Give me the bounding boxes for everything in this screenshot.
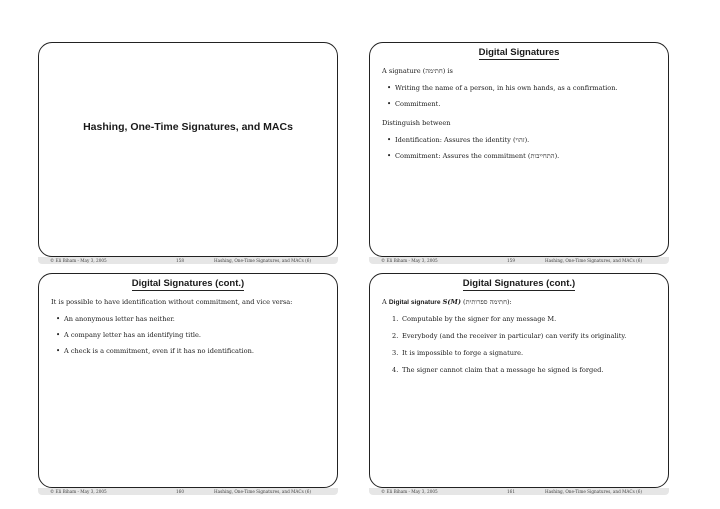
footer-page: 158 <box>176 258 184 263</box>
footer-author: © Eli Biham - May 3, 2005 <box>381 489 438 494</box>
slide-digital-signatures <box>369 42 669 263</box>
distinguish-text: Distinguish between <box>382 119 451 127</box>
footer-author: © Eli Biham - May 3, 2005 <box>381 258 438 263</box>
slide-body <box>51 298 327 366</box>
footer-page: 161 <box>507 489 515 494</box>
bullet-list <box>382 84 658 109</box>
bullet-list <box>51 315 327 356</box>
slide-footer <box>369 257 669 264</box>
footer-course: Hashing, One-Time Signatures, and MACs (6) <box>545 258 643 263</box>
footer-page: 160 <box>176 489 184 494</box>
footer-author: © Eli Biham - May 3, 2005 <box>50 258 107 263</box>
slide-heading: Digital Signatures (cont.) <box>462 278 576 289</box>
slide-title-text: Hashing, One-Time Signatures, and MACs <box>83 121 293 133</box>
list-item: • Commitment: Assures the commitment (התחייבות). <box>395 152 658 161</box>
intro-text: A signature (חתימה) is <box>382 67 453 75</box>
bullet-list <box>382 136 658 161</box>
list-item: • Commitment. <box>395 100 658 109</box>
slide-footer <box>38 488 338 495</box>
list-item: • A check is a commitment, even if it has no identification. <box>64 347 327 356</box>
intro-text: A Digital signature S(M) (חתימה ספרותית): <box>382 298 512 306</box>
numbered-list <box>382 315 658 375</box>
slide-footer <box>38 257 338 264</box>
slide-body <box>382 298 658 383</box>
slide-title <box>38 42 338 263</box>
list-item: • Writing the name of a person, in his own hands, as a confirmation. <box>395 84 658 93</box>
intro-text: It is possible to have identification without commitment, and vice versa: <box>51 298 293 306</box>
list-item: • A company letter has an identifying title. <box>64 331 327 340</box>
slide-footer <box>369 488 669 495</box>
list-item: • An anonymous letter has neither. <box>64 315 327 324</box>
footer-course: Hashing, One-Time Signatures, and MACs (6) <box>214 258 312 263</box>
slide-digital-signatures-cont <box>38 273 338 494</box>
list-item: 2. Everybody (and the receiver in particular) can verify its originality. <box>392 332 627 340</box>
footer-course: Hashing, One-Time Signatures, and MACs (6) <box>545 489 643 494</box>
math-sm: S(M) <box>442 298 461 306</box>
term-digital-signature: Digital signature <box>388 299 441 306</box>
footer-page: 159 <box>507 258 515 263</box>
footer-course: Hashing, One-Time Signatures, and MACs (6) <box>214 489 312 494</box>
list-item: 1. Computable by the signer for any message M. <box>392 315 557 323</box>
list-item: 3. It is impossible to forge a signature. <box>392 349 524 357</box>
slide-heading: Digital Signatures (cont.) <box>131 278 245 289</box>
list-item: 4. The signer cannot claim that a message he signed is forged. <box>392 366 604 374</box>
slide-body <box>382 67 658 171</box>
slide-heading: Digital Signatures <box>478 47 560 58</box>
list-item: • Identification: Assures the identity (זהוי). <box>395 136 658 145</box>
slide-digital-signature-definition <box>369 273 669 494</box>
footer-author: © Eli Biham - May 3, 2005 <box>50 489 107 494</box>
